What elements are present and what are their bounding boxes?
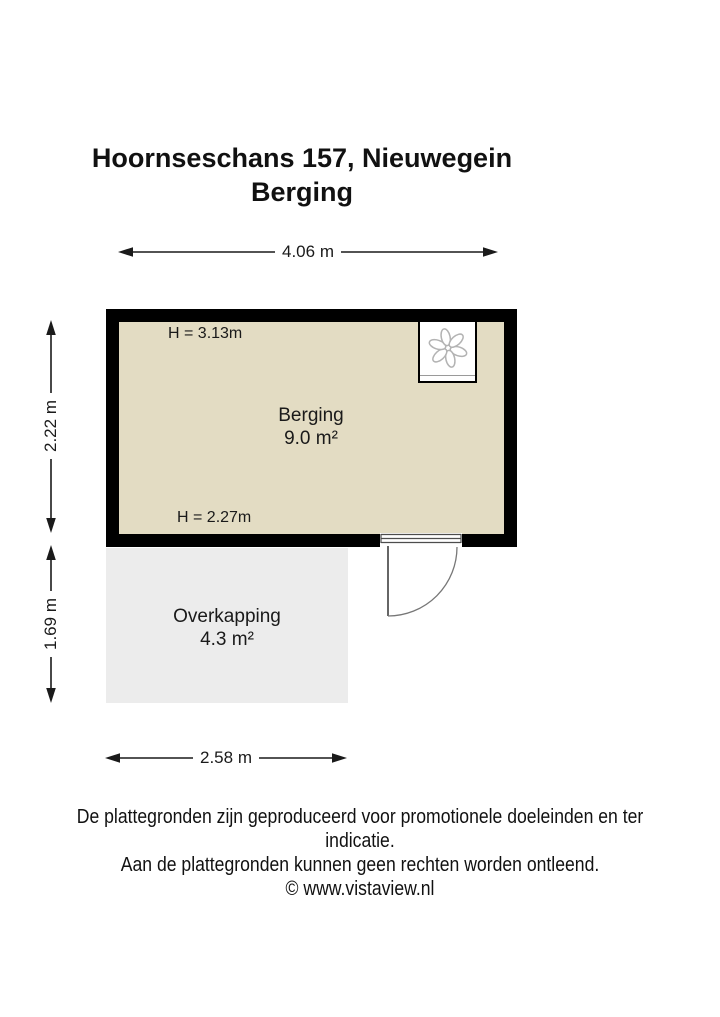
dimension-label-bottom: 2.58 m [193,748,259,768]
dimension-label-top: 4.06 m [275,242,341,262]
area-overkapping-area: 4.3 m² [200,629,254,650]
ceiling-height-label-bottom: H = 2.27m [177,509,252,526]
boiler-unit [418,322,477,383]
boiler-unit-line [420,375,475,376]
room-berging-name: Berging [278,405,344,426]
page-title: Hoornseschans 157, Nieuwegein [91,143,513,173]
room-berging-area: 9.0 m² [284,428,338,449]
area-overkapping-name: Overkapping [173,606,281,627]
disclaimer-line-1: De plattegronden zijn geproduceerd voor promotionele doeleinden en ter indicatie. [76,806,644,852]
disclaimer-line-2: Aan de plattegronden kunnen geen rechten worden ontleend. [120,854,600,876]
copyright-line: © www.vistaview.nl [285,878,435,900]
door-swing-arc [388,547,457,616]
ventilation-fan-icon [425,325,471,371]
footer-disclaimer [43,805,677,901]
ceiling-height-label-top: H = 3.13m [168,325,243,342]
dimension-label-left-lower: 1.69 m [41,591,61,657]
dimension-label-left-upper: 2.22 m [41,393,61,459]
page-subtitle: Berging [250,177,354,207]
